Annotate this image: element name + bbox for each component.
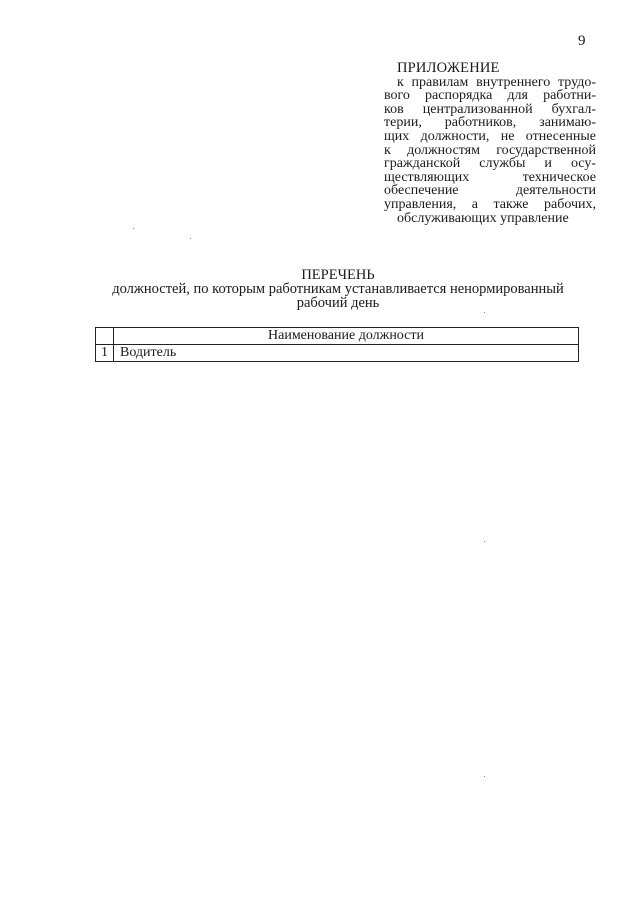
appendix-line: щих должности, не отнесенные — [384, 128, 596, 144]
scan-speck — [190, 238, 191, 239]
page-number: 9 — [578, 33, 586, 49]
num-column-header — [96, 328, 114, 345]
appendix-line: ков централизованной бухгал- — [384, 101, 596, 117]
appendix-line: терии, работников, занимаю- — [384, 115, 596, 131]
row-position-name: Водитель — [114, 345, 579, 362]
list-title: ПЕРЕЧЕНЬ — [301, 267, 375, 283]
list-heading — [90, 268, 586, 310]
appendix-line: вого распорядка для работни- — [384, 88, 596, 104]
positions-table — [95, 327, 579, 362]
scan-speck — [133, 228, 134, 229]
table-header-row — [96, 328, 579, 345]
appendix-line: ществляющих техническое — [384, 169, 596, 185]
list-subtitle-line2: рабочий день — [296, 295, 380, 311]
appendix-title: ПРИЛОЖЕНИЕ — [397, 60, 500, 76]
appendix-line: гражданской службы и осу- — [384, 156, 596, 172]
scan-speck — [484, 776, 485, 777]
table-row — [96, 345, 579, 362]
row-number: 1 — [96, 345, 114, 362]
appendix-line: управления, а также рабочих, — [384, 196, 596, 212]
appendix-line: обеспечение деятельности — [384, 183, 596, 199]
list-subtitle-line1: должностей, по которым работникам устанавливается ненормированный — [112, 281, 564, 297]
appendix-line: обслуживающих управление — [397, 210, 569, 226]
name-column-header: Наименование должности — [114, 328, 579, 345]
scan-speck — [484, 541, 485, 542]
scan-speck — [484, 312, 485, 313]
appendix-line: к правилам внутреннего трудо- — [397, 74, 596, 90]
appendix-block — [384, 62, 596, 225]
appendix-line: к должностям государственной — [384, 142, 596, 158]
